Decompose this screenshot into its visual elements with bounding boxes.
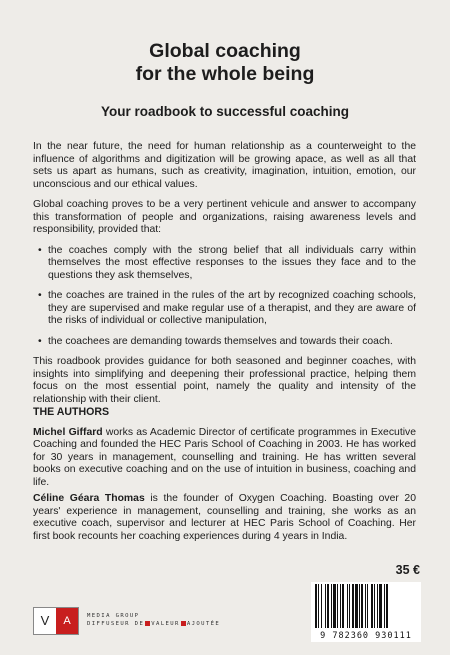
barcode-bar <box>342 584 344 628</box>
authors-heading: THE AUTHORS <box>33 406 110 418</box>
isbn-number: 9 782360 930111 <box>320 631 412 641</box>
barcode-bar <box>355 584 358 628</box>
barcode-bar <box>365 584 366 628</box>
red-square-icon <box>145 621 150 626</box>
barcode-bar <box>347 584 348 628</box>
list-item-text: the coaches are trained in the rules of the art by recognized coaching schools, they are supervised and make regular use of a therapist, and they are aware of the risks of individual or collective manipulation, <box>48 290 416 326</box>
barcode-bar <box>386 584 388 628</box>
barcode-bar <box>315 584 317 628</box>
intro-paragraph-2: Global coaching proves to be a very pertinent vehicule and answer to accompany this transformation of people and organizations, raising awareness levels and responsibility, provided that: <box>33 199 416 235</box>
logo-letter-v: V <box>40 613 50 628</box>
barcode-icon <box>311 582 421 630</box>
barcode-bar <box>367 584 368 628</box>
barcode-bar <box>349 584 350 628</box>
barcode-bar <box>331 584 332 628</box>
book-subtitle: Your roadbook to successful coaching <box>100 104 350 119</box>
barcode-bar <box>359 584 360 628</box>
list-item-text: the coaches comply with the strong belief that all individuals carry within themselves the most effective responses to the issues they face and to the questions they ask themselves, <box>48 244 416 281</box>
list-item <box>33 245 416 283</box>
barcode-bar <box>371 584 373 628</box>
price-label: 35 € <box>395 563 420 577</box>
barcode-bar <box>337 584 338 628</box>
author-name-2: Céline Géara Thomas <box>33 493 145 504</box>
list-item <box>33 290 416 328</box>
bullet-icon: • <box>38 335 42 347</box>
barcode-bar <box>327 584 329 628</box>
bullet-icon: • <box>38 290 42 301</box>
authors-section <box>33 406 416 547</box>
author-name-1: Michel Giffard <box>33 426 103 438</box>
barcode-bar <box>318 584 319 628</box>
barcode-bar <box>377 584 378 628</box>
red-square-icon <box>181 621 186 626</box>
barcode-bar <box>340 584 341 628</box>
title-line-1: Global coaching <box>149 40 301 62</box>
barcode-bar <box>321 584 322 628</box>
isbn-barcode <box>311 582 421 642</box>
intro-paragraph-3: This roadbook provides guidance for both seasoned and beginner coaches, with insights into simplifying and deepening their professional practice, helping them focus on the most essential point, namely the quality and intensity of the relationship with their client. <box>33 356 416 405</box>
title-line-2: for the whole being <box>135 63 315 85</box>
list-item <box>33 336 416 349</box>
publisher-line-1: MEDIA GROUP <box>87 613 140 619</box>
barcode-bar <box>361 584 363 628</box>
conditions-list <box>33 245 416 349</box>
publisher-logo <box>33 607 79 635</box>
barcode-bar <box>352 584 354 628</box>
barcode-bar <box>379 584 382 628</box>
logo-letter-a: A <box>56 608 78 634</box>
author-text-2: is the founder of Oxygen Coaching. Boasting over 20 years' experience in management, counselling and training, she works as an executive coach, supervisor and lecturer at HEC Paris School of Coaching. Her first book recounts her coaching experiences during 4 years in India. <box>33 493 416 542</box>
author-text-1: works as Academic Director of certificate programmes in Executive Coaching and founded the HEC Paris School of Coaching in 2003. He has worked for 30 years in management, counselling and training. He has written several books on executive coaching and on the use of intuition in business, coaching and life. <box>33 426 416 488</box>
list-item-text: the coachees are demanding towards themselves and towards their coach. <box>48 335 393 347</box>
publisher-line-2: DIFFUSEUR DE VALEUR AJOUTÉE <box>87 621 221 627</box>
barcode-bar <box>333 584 336 628</box>
author-bio-1 <box>33 427 416 490</box>
barcode-bar <box>325 584 326 628</box>
blurb <box>33 141 416 414</box>
bullet-icon: • <box>38 244 42 256</box>
barcode-bar <box>384 584 385 628</box>
book-title <box>0 40 450 86</box>
publisher-block <box>33 607 233 635</box>
barcode-bar <box>374 584 375 628</box>
publisher-text <box>87 612 220 628</box>
intro-paragraph-1: In the near future, the need for human relationship as a counterweight to the influence of algorithms and digitization will be growing apace, as well as all that sets us apart as humans, such as creativity, imagination, intuition, emotion, our unconscious and our ethical values. <box>33 141 416 190</box>
author-bio-2 <box>33 493 416 543</box>
